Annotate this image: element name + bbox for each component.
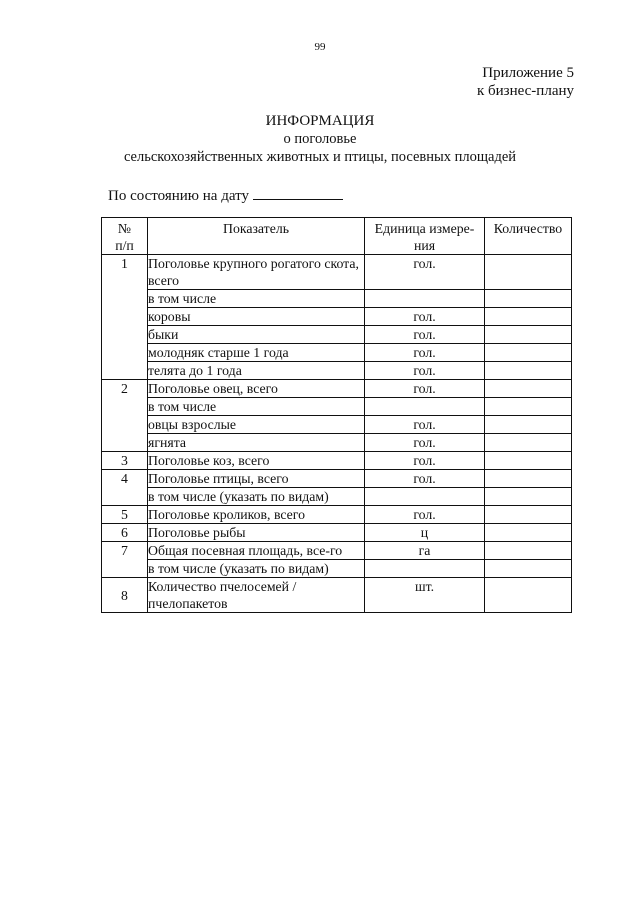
row-number: 6 xyxy=(102,524,148,542)
title-line-2: о поголовье xyxy=(283,131,357,147)
table-row xyxy=(102,326,572,344)
unit-cell xyxy=(365,560,485,578)
table-row xyxy=(102,398,572,416)
unit-cell: гол. xyxy=(365,326,485,344)
quantity-cell[interactable] xyxy=(485,578,572,613)
table-row xyxy=(102,470,572,488)
table-row xyxy=(102,362,572,380)
indicator-cell: в том числе xyxy=(148,290,365,308)
row-number: 5 xyxy=(102,506,148,524)
indicator-cell: овцы взрослые xyxy=(148,416,365,434)
unit-cell: гол. xyxy=(365,452,485,470)
row-number: 1 xyxy=(102,255,148,380)
quantity-cell[interactable] xyxy=(485,452,572,470)
table-row xyxy=(102,290,572,308)
unit-cell: гол. xyxy=(365,434,485,452)
quantity-cell[interactable] xyxy=(485,290,572,308)
page-number: 99 xyxy=(314,41,326,53)
unit-cell: гол. xyxy=(365,506,485,524)
table-row xyxy=(102,560,572,578)
table-row xyxy=(102,344,572,362)
header-unit-line-1: Единица измере- xyxy=(374,221,475,236)
quantity-cell[interactable] xyxy=(485,542,572,560)
header-unit-line-2: ния xyxy=(413,238,436,253)
header-num-line-2: п/п xyxy=(115,238,134,253)
quantity-cell[interactable] xyxy=(485,524,572,542)
indicator-cell: Общая посевная площадь, все-го xyxy=(148,542,365,560)
indicator-cell: Количество пчелосемей /пчелопакетов xyxy=(148,578,365,613)
row-number: 7 xyxy=(102,542,148,578)
unit-cell: гол. xyxy=(365,470,485,488)
row-number: 3 xyxy=(102,452,148,470)
document-title xyxy=(0,112,640,166)
quantity-cell[interactable] xyxy=(485,326,572,344)
table-row xyxy=(102,380,572,398)
quantity-cell[interactable] xyxy=(485,416,572,434)
indicator-cell: Поголовье крупного рогатого скота, всего xyxy=(148,255,365,290)
quantity-cell[interactable] xyxy=(485,362,572,380)
unit-cell: гол. xyxy=(365,416,485,434)
date-line xyxy=(108,186,343,205)
table-row xyxy=(102,452,572,470)
unit-cell: шт. xyxy=(365,578,485,613)
quantity-cell[interactable] xyxy=(485,380,572,398)
unit-cell: ц xyxy=(365,524,485,542)
table-body xyxy=(102,255,572,613)
table-row xyxy=(102,578,572,613)
header-num xyxy=(102,218,148,255)
appendix-label xyxy=(477,64,574,100)
quantity-cell[interactable] xyxy=(485,560,572,578)
table-row xyxy=(102,488,572,506)
row-number: 4 xyxy=(102,470,148,506)
indicator-cell: в том числе (указать по видам) xyxy=(148,560,365,578)
unit-cell: га xyxy=(365,542,485,560)
indicator-cell: быки xyxy=(148,326,365,344)
indicator-cell: Поголовье овец, всего xyxy=(148,380,365,398)
unit-cell xyxy=(365,398,485,416)
indicator-cell: Поголовье рыбы xyxy=(148,524,365,542)
table-row xyxy=(102,524,572,542)
row-number: 2 xyxy=(102,380,148,452)
unit-cell: гол. xyxy=(365,308,485,326)
table-row xyxy=(102,416,572,434)
date-blank-field[interactable] xyxy=(253,186,343,200)
quantity-cell[interactable] xyxy=(485,398,572,416)
quantity-cell[interactable] xyxy=(485,434,572,452)
quantity-cell[interactable] xyxy=(485,308,572,326)
unit-cell: гол. xyxy=(365,380,485,398)
table-row xyxy=(102,542,572,560)
quantity-cell[interactable] xyxy=(485,506,572,524)
indicator-cell: ягнята xyxy=(148,434,365,452)
quantity-cell[interactable] xyxy=(485,470,572,488)
row-number: 8 xyxy=(102,578,148,613)
table-row xyxy=(102,506,572,524)
appendix-line-2: к бизнес-плану xyxy=(476,83,574,99)
indicator-cell: Поголовье коз, всего xyxy=(148,452,365,470)
table-row xyxy=(102,255,572,290)
header-indicator: Показатель xyxy=(148,218,365,255)
header-unit xyxy=(365,218,485,255)
info-table xyxy=(101,217,572,613)
indicator-cell: телята до 1 года xyxy=(148,362,365,380)
table-row xyxy=(102,308,572,326)
header-quantity: Количество xyxy=(485,218,572,255)
title-main: ИНФОРМАЦИЯ xyxy=(265,113,375,129)
quantity-cell[interactable] xyxy=(485,344,572,362)
unit-cell: гол. xyxy=(365,362,485,380)
unit-cell: гол. xyxy=(365,255,485,290)
indicator-cell: коровы xyxy=(148,308,365,326)
table-header-row xyxy=(102,218,572,255)
unit-cell: гол. xyxy=(365,344,485,362)
quantity-cell[interactable] xyxy=(485,255,572,290)
indicator-cell: Поголовье птицы, всего xyxy=(148,470,365,488)
unit-cell xyxy=(365,290,485,308)
header-num-line-1: № xyxy=(117,221,132,236)
title-line-3: сельскохозяйственных животных и птицы, посевных площадей xyxy=(123,149,517,165)
indicator-cell: в том числе (указать по видам) xyxy=(148,488,365,506)
unit-cell xyxy=(365,488,485,506)
quantity-cell[interactable] xyxy=(485,488,572,506)
indicator-cell: Поголовье кроликов, всего xyxy=(148,506,365,524)
table-row xyxy=(102,434,572,452)
appendix-line-1: Приложение 5 xyxy=(482,65,574,81)
indicator-cell: молодняк старше 1 года xyxy=(148,344,365,362)
indicator-cell: в том числе xyxy=(148,398,365,416)
date-label: По состоянию на дату xyxy=(108,188,249,204)
